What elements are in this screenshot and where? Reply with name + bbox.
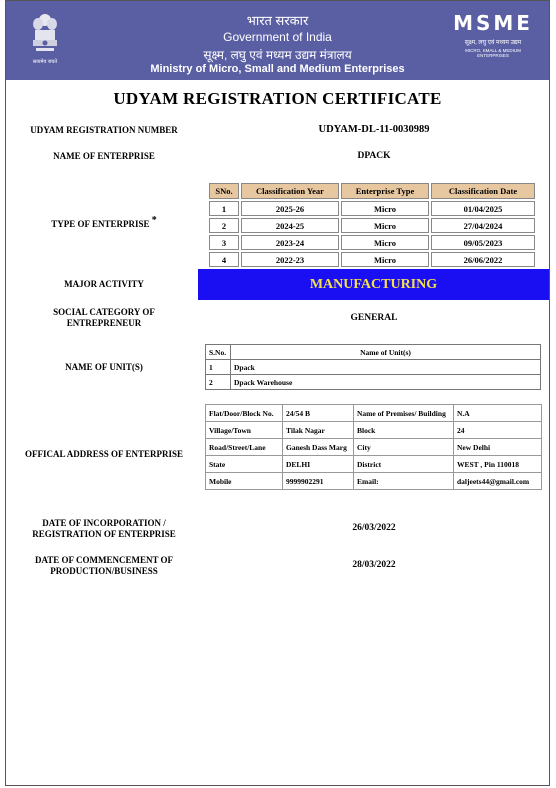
cell: WEST , Pin 110018 (454, 456, 542, 473)
table-row (206, 439, 542, 456)
hindi-govt: भारत सरकार (246, 13, 309, 28)
cell: 2 (206, 375, 231, 390)
table-row (206, 473, 542, 490)
incorporation-label: DATE OF INCORPORATION / REGISTRATION OF ENTERPRISE (32, 518, 176, 539)
govt-title: Government of India (223, 30, 332, 44)
cell: Dpack Warehouse (231, 375, 541, 390)
address-label: OFFICAL ADDRESS OF ENTERPRISE (25, 449, 183, 459)
cell: Name of Premises/ Building (354, 405, 454, 422)
cell: New Delhi (454, 439, 542, 456)
col-unit-name: Name of Unit(s) (231, 345, 541, 360)
cell: 2 (209, 218, 239, 233)
table-row (206, 360, 541, 375)
cell: District (354, 456, 454, 473)
commencement-value: 28/03/2022 (352, 560, 396, 570)
cell: Tilak Nagar (283, 422, 354, 439)
table-row (209, 218, 535, 233)
cell: Block (354, 422, 454, 439)
table-row (209, 201, 535, 216)
cell: 9999902291 (283, 473, 354, 490)
cell: 09/05/2023 (431, 235, 535, 250)
cell: 1 (206, 360, 231, 375)
msme-logo (451, 13, 535, 58)
cell: 3 (209, 235, 239, 250)
cell: 2024-25 (241, 218, 339, 233)
table-row (206, 405, 542, 422)
cell: Ganesh Dass Marg (283, 439, 354, 456)
cell: N.A (454, 405, 542, 422)
commencement-label: DATE OF COMMENCEMENT OF PRODUCTION/BUSINESS (34, 555, 174, 576)
reg-number-label: UDYAM REGISTRATION NUMBER (30, 125, 178, 135)
col-type: Enterprise Type (341, 183, 429, 199)
type-label-text: TYPE OF ENTERPRISE (51, 219, 150, 229)
table-row (206, 375, 541, 390)
cell: Micro (341, 218, 429, 233)
table-row (209, 252, 535, 267)
classification-header-row (209, 183, 535, 199)
cell: 24/54 B (283, 405, 354, 422)
address-table (205, 404, 542, 490)
col-year: Classification Year (241, 183, 339, 199)
units-table (205, 344, 541, 390)
cell: 2025-26 (241, 201, 339, 216)
units-label: NAME OF UNIT(S) (65, 362, 143, 372)
social-category-label: SOCIAL CATEGORY OF ENTREPRENEUR (53, 307, 155, 328)
certificate-frame (5, 0, 550, 786)
cell: Micro (341, 252, 429, 267)
table-row (209, 235, 535, 250)
col-date: Classification Date (431, 183, 535, 199)
major-activity-value: MANUFACTURING (198, 269, 549, 300)
table-row (206, 422, 542, 439)
cell: City (354, 439, 454, 456)
cell: Micro (341, 235, 429, 250)
cell: 2023-24 (241, 235, 339, 250)
cell: Village/Town (206, 422, 283, 439)
cell: Micro (341, 201, 429, 216)
enterprise-name-value: DPACK (357, 151, 391, 161)
cell: State (206, 456, 283, 473)
header-banner (6, 1, 549, 80)
msme-hindi: सूक्ष्म, लघु एवं मध्यम उद्यम (464, 40, 522, 46)
col-sno: S.No. (206, 345, 231, 360)
hindi-ministry: सूक्ष्म, लघु एवं मध्यम उद्यम मंत्रालय (203, 48, 352, 62)
social-category-value: GENERAL (350, 313, 398, 323)
cell: 24 (454, 422, 542, 439)
cell: 27/04/2024 (431, 218, 535, 233)
cell: Road/Street/Lane (206, 439, 283, 456)
cell: Flat/Door/Block No. (206, 405, 283, 422)
classification-table (207, 181, 537, 269)
cell: 01/04/2025 (431, 201, 535, 216)
reg-number-value: UDYAM-DL-11-0030989 (318, 124, 430, 135)
major-activity-label: MAJOR ACTIVITY (64, 279, 144, 289)
cell: Mobile (206, 473, 283, 490)
msme-subtitle: MICRO, SMALL & MEDIUM ENTERPRISES (465, 48, 521, 58)
incorporation-value: 26/03/2022 (352, 523, 396, 533)
cell: Email: (354, 473, 454, 490)
cell: Dpack (231, 360, 541, 375)
enterprise-name-label: NAME OF ENTERPRISE (53, 151, 155, 161)
cell: 4 (209, 252, 239, 267)
type-asterisk: * (151, 215, 157, 226)
table-row (206, 456, 542, 473)
type-label (14, 215, 194, 230)
col-sno: SNo. (209, 183, 239, 199)
cell: daljeets44@gmail.com (454, 473, 542, 490)
emblem-caption: सत्यमेव जयते (32, 59, 58, 65)
certificate-title: UDYAM REGISTRATION CERTIFICATE (113, 89, 442, 108)
cell: DELHI (283, 456, 354, 473)
msme-logo-text: MSME (453, 11, 533, 35)
cell: 2022-23 (241, 252, 339, 267)
ministry-title: Ministry of Micro, Small and Medium Enterprises (150, 63, 405, 75)
units-header-row (206, 345, 541, 360)
cell: 26/06/2022 (431, 252, 535, 267)
cell: 1 (209, 201, 239, 216)
